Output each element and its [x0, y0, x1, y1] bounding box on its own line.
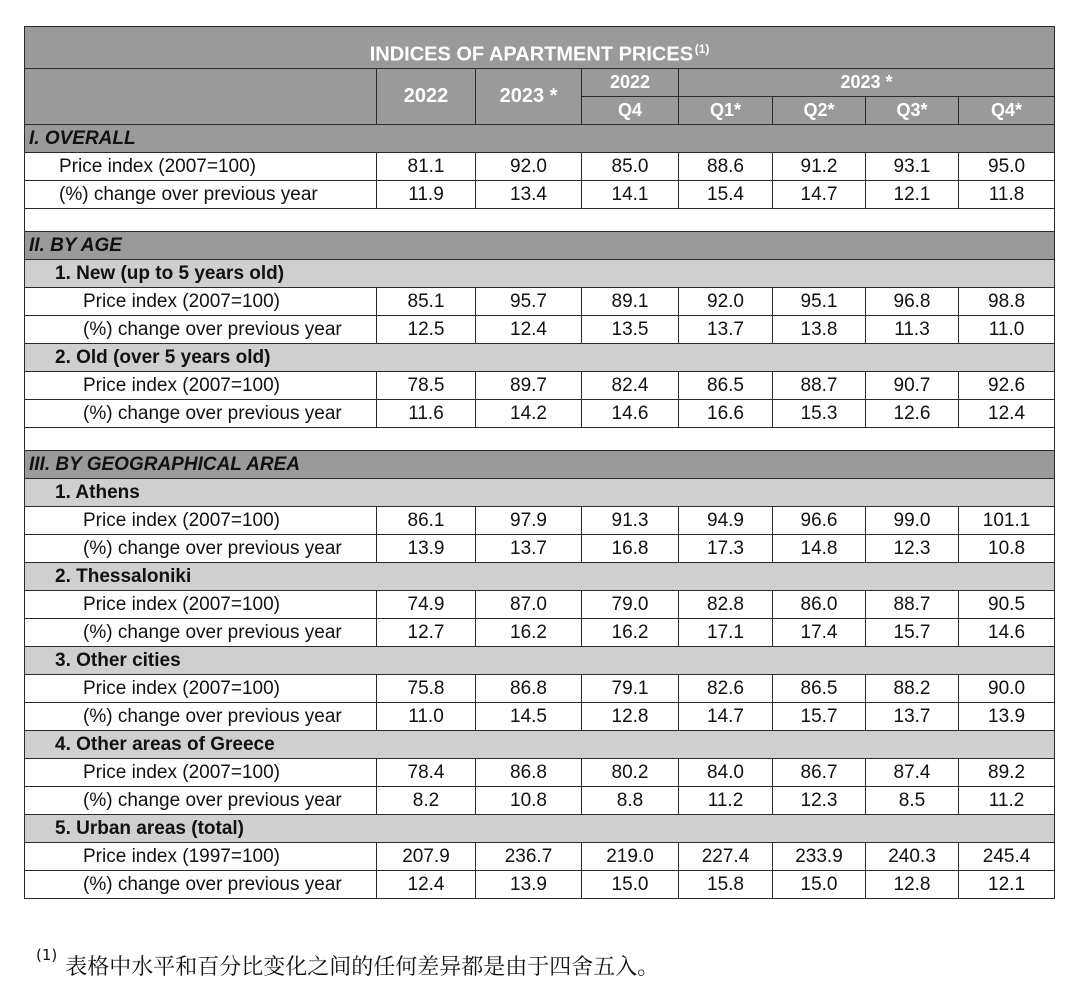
value-cell: 86.5: [773, 675, 866, 703]
subsection-header-row: [25, 647, 1055, 675]
row-label: (%) change over previous year: [25, 535, 377, 563]
value-cell: 8.5: [866, 787, 959, 815]
value-cell: 16.6: [679, 400, 773, 428]
table-row: [25, 181, 1055, 209]
value-cell: 11.2: [679, 787, 773, 815]
row-label: (%) change over previous year: [25, 400, 377, 428]
table-row: [25, 591, 1055, 619]
table-row: [25, 507, 1055, 535]
value-cell: 13.9: [476, 871, 582, 899]
title-footnote-marker: (1): [694, 42, 710, 57]
subsection-header-row: [25, 344, 1055, 372]
section-spacer: [25, 209, 1055, 232]
row-label: Price index (2007=100): [25, 591, 377, 619]
header-group-2023: 2023 *: [679, 69, 1055, 97]
value-cell: 13.7: [866, 703, 959, 731]
section-header-row: [25, 451, 1055, 479]
row-label: (%) change over previous year: [25, 703, 377, 731]
subsection-title: 4. Other areas of Greece: [25, 731, 1055, 759]
table-row: [25, 400, 1055, 428]
subsection-header-row: [25, 815, 1055, 843]
spacer-cell: [25, 428, 1055, 451]
section-title: I. OVERALL: [25, 125, 1055, 153]
table-title-text: INDICES OF APARTMENT PRICES: [369, 44, 694, 66]
subsection-title: 5. Urban areas (total): [25, 815, 1055, 843]
apartment-price-indices-table: [24, 26, 1055, 899]
row-label: Price index (2007=100): [25, 759, 377, 787]
value-cell: 14.7: [679, 703, 773, 731]
value-cell: 227.4: [679, 843, 773, 871]
subsection-title: 1. Athens: [25, 479, 1055, 507]
value-cell: 233.9: [773, 843, 866, 871]
value-cell: 17.4: [773, 619, 866, 647]
row-label: (%) change over previous year: [25, 316, 377, 344]
value-cell: 207.9: [377, 843, 476, 871]
value-cell: 92.6: [959, 372, 1055, 400]
value-cell: 12.3: [866, 535, 959, 563]
value-cell: 16.2: [582, 619, 679, 647]
table-row: [25, 675, 1055, 703]
value-cell: 11.6: [377, 400, 476, 428]
value-cell: 12.4: [476, 316, 582, 344]
section-spacer: [25, 428, 1055, 451]
value-cell: 11.0: [959, 316, 1055, 344]
value-cell: 15.4: [679, 181, 773, 209]
value-cell: 92.0: [476, 153, 582, 181]
value-cell: 90.7: [866, 372, 959, 400]
value-cell: 85.0: [582, 153, 679, 181]
value-cell: 80.2: [582, 759, 679, 787]
row-label: Price index (1997=100): [25, 843, 377, 871]
value-cell: 14.5: [476, 703, 582, 731]
section-header-row: [25, 232, 1055, 260]
table-row: [25, 535, 1055, 563]
value-cell: 91.3: [582, 507, 679, 535]
value-cell: 13.8: [773, 316, 866, 344]
value-cell: 81.1: [377, 153, 476, 181]
value-cell: 88.7: [773, 372, 866, 400]
header-group-2022: 2022: [582, 69, 679, 97]
value-cell: 12.3: [773, 787, 866, 815]
value-cell: 236.7: [476, 843, 582, 871]
value-cell: 15.0: [582, 871, 679, 899]
value-cell: 12.8: [866, 871, 959, 899]
value-cell: 89.2: [959, 759, 1055, 787]
row-label: Price index (2007=100): [25, 288, 377, 316]
header-2023-q3: Q3*: [866, 97, 959, 125]
footnote-text: 表格中水平和百分比变化之间的任何差异都是由于四舍五入。: [65, 955, 660, 980]
table-row: [25, 372, 1055, 400]
header-2023-q2: Q2*: [773, 97, 866, 125]
subsection-title: 1. New (up to 5 years old): [25, 260, 1055, 288]
value-cell: 78.5: [377, 372, 476, 400]
table-row: [25, 843, 1055, 871]
value-cell: 10.8: [959, 535, 1055, 563]
value-cell: 82.6: [679, 675, 773, 703]
value-cell: 91.2: [773, 153, 866, 181]
section-title: II. BY AGE: [25, 232, 1055, 260]
value-cell: 12.1: [866, 181, 959, 209]
value-cell: 87.0: [476, 591, 582, 619]
header-2022-q4: Q4: [582, 97, 679, 125]
value-cell: 94.9: [679, 507, 773, 535]
section-title: III. BY GEOGRAPHICAL AREA: [25, 451, 1055, 479]
value-cell: 75.8: [377, 675, 476, 703]
header-2022: 2022: [377, 69, 476, 125]
table-row: [25, 759, 1055, 787]
value-cell: 13.4: [476, 181, 582, 209]
value-cell: 79.1: [582, 675, 679, 703]
value-cell: 88.6: [679, 153, 773, 181]
value-cell: 13.7: [679, 316, 773, 344]
header-2023: 2023 *: [476, 69, 582, 125]
value-cell: 82.4: [582, 372, 679, 400]
value-cell: 17.1: [679, 619, 773, 647]
row-label: (%) change over previous year: [25, 181, 377, 209]
value-cell: 12.4: [377, 871, 476, 899]
value-cell: 11.3: [866, 316, 959, 344]
value-cell: 96.8: [866, 288, 959, 316]
value-cell: 10.8: [476, 787, 582, 815]
row-label: (%) change over previous year: [25, 787, 377, 815]
value-cell: 14.7: [773, 181, 866, 209]
value-cell: 82.8: [679, 591, 773, 619]
value-cell: 12.1: [959, 871, 1055, 899]
header-2023-q4: Q4*: [959, 97, 1055, 125]
value-cell: 92.0: [679, 288, 773, 316]
value-cell: 101.1: [959, 507, 1055, 535]
value-cell: 97.9: [476, 507, 582, 535]
value-cell: 15.7: [773, 703, 866, 731]
value-cell: 15.8: [679, 871, 773, 899]
value-cell: 95.1: [773, 288, 866, 316]
table-row: [25, 703, 1055, 731]
value-cell: 13.7: [476, 535, 582, 563]
value-cell: 86.0: [773, 591, 866, 619]
value-cell: 89.7: [476, 372, 582, 400]
value-cell: 11.2: [959, 787, 1055, 815]
value-cell: 12.7: [377, 619, 476, 647]
value-cell: 86.1: [377, 507, 476, 535]
value-cell: 14.8: [773, 535, 866, 563]
value-cell: 12.4: [959, 400, 1055, 428]
row-label: (%) change over previous year: [25, 871, 377, 899]
table-row: [25, 316, 1055, 344]
value-cell: 90.5: [959, 591, 1055, 619]
subsection-header-row: [25, 731, 1055, 759]
value-cell: 86.8: [476, 675, 582, 703]
row-label: Price index (2007=100): [25, 372, 377, 400]
value-cell: 93.1: [866, 153, 959, 181]
value-cell: 98.8: [959, 288, 1055, 316]
value-cell: 245.4: [959, 843, 1055, 871]
value-cell: 96.6: [773, 507, 866, 535]
table-body: [25, 125, 1055, 899]
header-blank: [25, 69, 377, 125]
value-cell: 16.2: [476, 619, 582, 647]
table-row: [25, 288, 1055, 316]
section-header-row: [25, 125, 1055, 153]
value-cell: 95.7: [476, 288, 582, 316]
value-cell: 99.0: [866, 507, 959, 535]
value-cell: 86.8: [476, 759, 582, 787]
value-cell: 15.0: [773, 871, 866, 899]
table-row: [25, 787, 1055, 815]
value-cell: 87.4: [866, 759, 959, 787]
value-cell: 95.0: [959, 153, 1055, 181]
value-cell: 88.7: [866, 591, 959, 619]
value-cell: 86.5: [679, 372, 773, 400]
subsection-header-row: [25, 563, 1055, 591]
value-cell: 13.5: [582, 316, 679, 344]
value-cell: 16.8: [582, 535, 679, 563]
value-cell: 14.6: [959, 619, 1055, 647]
header-2023-q1: Q1*: [679, 97, 773, 125]
value-cell: 14.1: [582, 181, 679, 209]
value-cell: 12.8: [582, 703, 679, 731]
value-cell: 240.3: [866, 843, 959, 871]
row-label: (%) change over previous year: [25, 619, 377, 647]
footnote: [36, 946, 660, 981]
subsection-title: 2. Thessaloniki: [25, 563, 1055, 591]
value-cell: 14.6: [582, 400, 679, 428]
subsection-title: 2. Old (over 5 years old): [25, 344, 1055, 372]
row-label: Price index (2007=100): [25, 675, 377, 703]
value-cell: 85.1: [377, 288, 476, 316]
value-cell: 79.0: [582, 591, 679, 619]
value-cell: 90.0: [959, 675, 1055, 703]
value-cell: 219.0: [582, 843, 679, 871]
subsection-title: 3. Other cities: [25, 647, 1055, 675]
value-cell: 74.9: [377, 591, 476, 619]
table-title: [25, 27, 1055, 69]
table-row: [25, 153, 1055, 181]
value-cell: 11.9: [377, 181, 476, 209]
value-cell: 15.3: [773, 400, 866, 428]
value-cell: 84.0: [679, 759, 773, 787]
footnote-marker: (1): [36, 946, 58, 964]
value-cell: 86.7: [773, 759, 866, 787]
value-cell: 17.3: [679, 535, 773, 563]
value-cell: 13.9: [959, 703, 1055, 731]
spacer-cell: [25, 209, 1055, 232]
row-label: Price index (2007=100): [25, 153, 377, 181]
value-cell: 78.4: [377, 759, 476, 787]
table-row: [25, 871, 1055, 899]
value-cell: 88.2: [866, 675, 959, 703]
value-cell: 8.2: [377, 787, 476, 815]
value-cell: 14.2: [476, 400, 582, 428]
value-cell: 8.8: [582, 787, 679, 815]
value-cell: 15.7: [866, 619, 959, 647]
value-cell: 12.5: [377, 316, 476, 344]
value-cell: 13.9: [377, 535, 476, 563]
value-cell: 89.1: [582, 288, 679, 316]
value-cell: 11.0: [377, 703, 476, 731]
subsection-header-row: [25, 260, 1055, 288]
table-row: [25, 619, 1055, 647]
value-cell: 11.8: [959, 181, 1055, 209]
subsection-header-row: [25, 479, 1055, 507]
row-label: Price index (2007=100): [25, 507, 377, 535]
value-cell: 12.6: [866, 400, 959, 428]
